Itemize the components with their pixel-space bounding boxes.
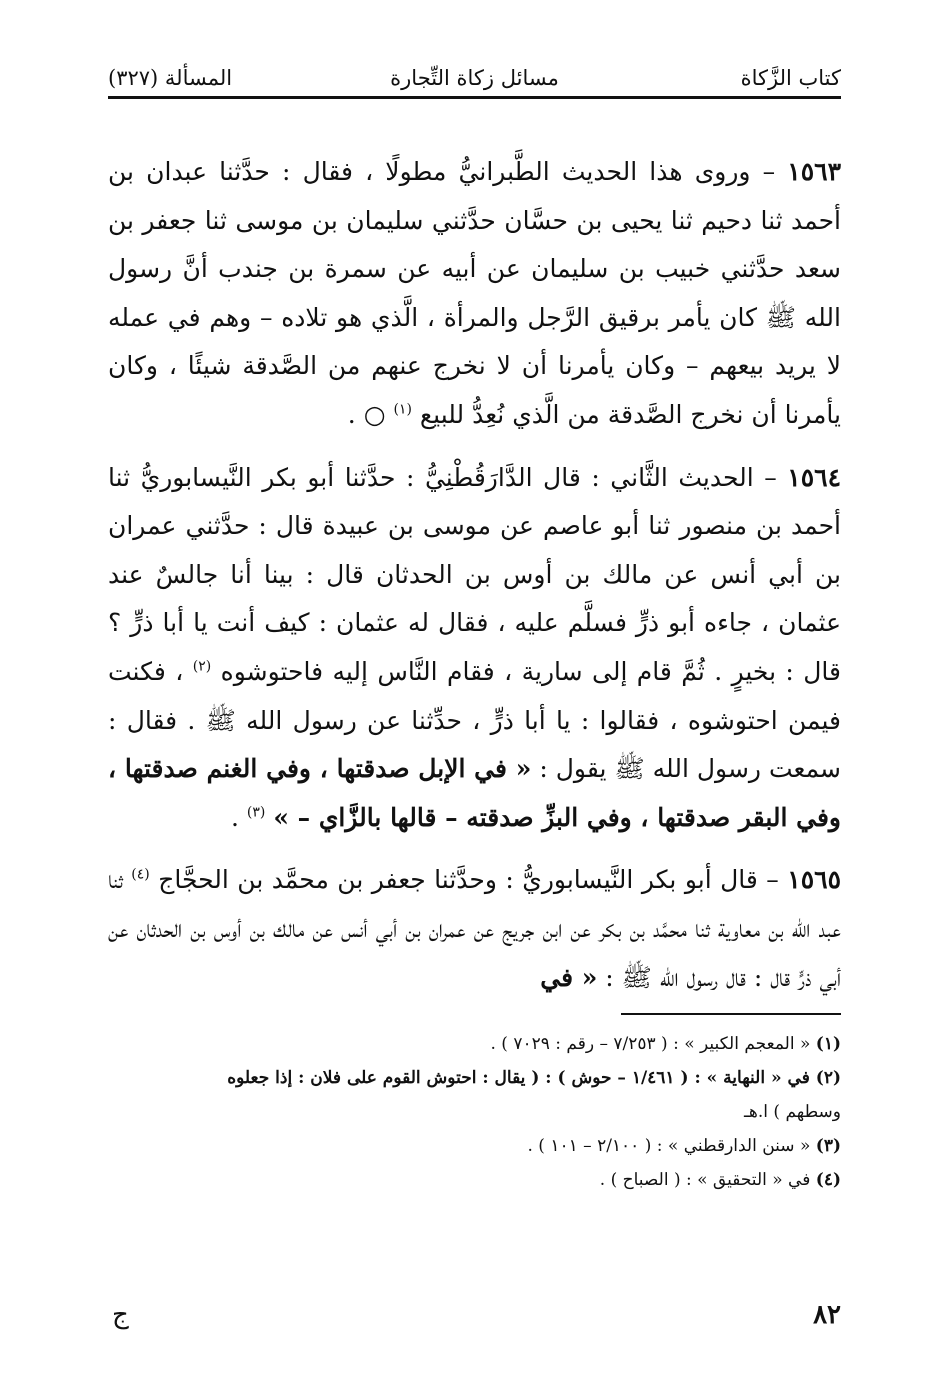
main-text: [108, 148, 841, 1002]
paragraph-text: – وروى هذا الحديث الطَّبرانيُّ مطولًا ، فقال : حدَّثنا عبدان بن أحمد ثنا دحيم ثنا يحيى بن حسَّان حدَّثني سليمان بن موسى ثنا جعفر بن سعد حدَّثني خبيب بن سليمان عن أبيه عن سمرة بن جندب أنَّ رسول الله ﷺ كان يأمر برقيق الرَّجل والمرأة ، الَّذي هو تلاده – وهم في عمله لا يريد بيعهم – وكان يأمرنا أن لا نخرج عنهم من الصَّدقة شيئًا ، وكان يأمرنا أن نخرج الصَّدقة من الَّذي نُعِدُّ للبيع: [108, 157, 841, 429]
footnote-3: [108, 1129, 841, 1163]
footnote-text: « المعجم الكبير » : ( ٧/٢٥٣ – رقم : ٧٠٢٩ ) .: [490, 1034, 816, 1054]
paragraph-number: ١٥٦٥: [787, 865, 841, 895]
footnote-ref: (٤): [131, 866, 150, 883]
paragraph-1565: [108, 856, 841, 1002]
footnote-4: [108, 1163, 841, 1197]
paragraph-1563: [108, 148, 841, 440]
footnote-ref: (٣): [246, 804, 266, 821]
paragraph-number: ١٥٦٤: [787, 462, 841, 492]
hadith-quote: « في الإبل صدقتها ، وفي الغنم صدقتها ، وفي البقر صدقتها ، وفي البزِّ صدقته – قالها بالزَّاي – »: [108, 754, 841, 832]
header-chapter-title: مسائل زكاة التِّجارة: [390, 66, 559, 90]
footnote-rule: [621, 1013, 841, 1015]
paragraph-text: – قال أبو بكر النَّيسابوريُّ : وحدَّثنا جعفر بن محمَّد بن الحجَّاج: [158, 865, 788, 895]
signature-mark: ج: [112, 1300, 129, 1330]
footnote-2-continued: وسطهم ) ا.هـ: [743, 1102, 841, 1122]
header-book-title: كتاب الزَّكاة: [740, 66, 841, 90]
footnote-text: « سنن الدارقطني » : ( ٢/١٠٠ – ١٠١ ) .: [527, 1136, 816, 1156]
paragraph-text-continued: ، فكنت فيمن احتوشوه ، فقالوا : يا أبا ذرٍّ ، حدِّثنا عن رسول الله ﷺ . فقال : سمعت رسول الله ﷺ يقول :: [108, 656, 841, 784]
page-number: ٨٢: [813, 1300, 841, 1330]
footnote-1: [108, 1027, 841, 1061]
footnote-text: في « التحقيق » : ( الصباح ) .: [599, 1170, 816, 1190]
paragraph-tail: .: [231, 802, 247, 832]
hadith-quote: « في: [540, 962, 598, 992]
footnote-marker: (٢): [815, 1068, 841, 1088]
running-header: [108, 50, 841, 90]
footnote-ref: (٢): [192, 658, 212, 675]
paragraph-text: – الحديث الثَّاني : قال الدَّارَقُطْنِيُّ : حدَّثنا أبو بكر النَّيسابوريُّ ثنا أحمد بن منصور ثنا أبو عاصم عن موسى بن عبيدة قال : حدَّثني عمران بن أبي أنس عن مالك بن أوس بن الحدثان قال : بينا أنا جالسٌ عند عثمان ، جاءه أبو ذرٍّ فسلَّم عليه ، فقال له عثمان : كيف أنت يا أبا ذرٍّ ؟ قال : بخيرٍ . ثُمَّ قام إلى سارية ، فقام النَّاس إليه فاحتوشوه: [108, 462, 841, 686]
footnotes: [108, 1027, 841, 1197]
header-rule: [108, 96, 841, 99]
footnote-marker: (٣): [815, 1136, 841, 1156]
paragraph-tail: ○ .: [347, 399, 394, 429]
footnote-marker: (١): [815, 1034, 841, 1054]
footnote-2: [108, 1061, 841, 1095]
paragraph-text-continued: ثنا عبد الله بن معاوية ثنا محمَّد بن بكر عن ابن جريج عن عمران بن أبي أنس عن مالك بن أوس بن الحدثان عن أبي ذرٍّ قال : قال رسول الله ﷺ :: [108, 865, 841, 992]
paragraph-1564: [108, 454, 841, 843]
header-issue-number: المسألة (٣٢٧): [108, 66, 233, 90]
footnote-marker: (٤): [815, 1170, 841, 1190]
paragraph-number: ١٥٦٣: [787, 157, 841, 186]
footnote-ref: (١): [393, 401, 412, 418]
footnote-text: في « النهاية » : ( ١/٤٦١ – حوش ) : ( يقال : احتوش القوم على فلان : إذا جعلوه: [227, 1068, 816, 1088]
